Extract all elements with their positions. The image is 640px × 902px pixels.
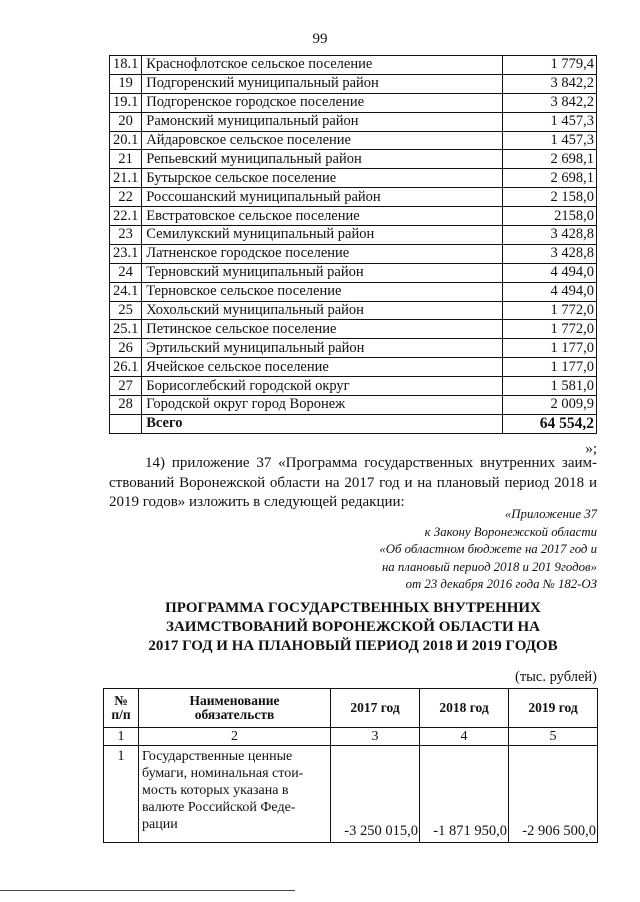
row-name-line: бумаги, номинальная стои-: [142, 766, 304, 781]
row-name: Краснофлотское сельское поселение: [142, 56, 503, 75]
row-num: 19.1: [110, 93, 142, 112]
table-row: [110, 301, 597, 320]
row-num: 22.1: [110, 207, 142, 226]
row-name: Айдаровское сельское поселение: [142, 131, 503, 150]
row-num: 22: [110, 188, 142, 207]
table-row: [110, 263, 597, 282]
row-value: 1 772,0: [503, 320, 597, 339]
row-name: Борисоглебский городской округ: [142, 377, 503, 396]
paragraph-line-3: 2019 годов» изложить в следующей редакции:: [109, 494, 405, 510]
row-value: 3 428,8: [503, 244, 597, 263]
program-title: [109, 599, 597, 656]
row-num: 26.1: [110, 358, 142, 377]
row-num: 28: [110, 396, 142, 415]
row-name-line: рации: [142, 817, 178, 832]
col-number: 1: [104, 728, 139, 746]
row-num: 18.1: [110, 56, 142, 75]
row-num: 21: [110, 150, 142, 169]
table-row: [110, 226, 597, 245]
row-name: Бутырское сельское поселение: [142, 169, 503, 188]
annex-line-2: к Закону Воронежской области: [424, 524, 597, 539]
annex-reference: [300, 506, 597, 594]
row-name: Россошанский муниципальный район: [142, 188, 503, 207]
table-row: [110, 93, 597, 112]
row-name: Рамонский муниципальный район: [142, 112, 503, 131]
total-label: Всего: [142, 414, 503, 433]
row-num: 23.1: [110, 244, 142, 263]
row-num: 24.1: [110, 282, 142, 301]
value-2017: -3 250 015,0: [331, 746, 420, 843]
row-name: Городской округ город Воронеж: [142, 396, 503, 415]
row-value: 3 428,8: [503, 226, 597, 245]
row-value: 4 494,0: [503, 263, 597, 282]
page-number: 99: [312, 31, 328, 47]
row-value: 3 842,2: [503, 93, 597, 112]
table-row: [110, 282, 597, 301]
total-value: 64 554,2: [503, 414, 597, 433]
total-row: [110, 414, 597, 433]
row-name-line: Государственные ценные: [142, 749, 293, 764]
page-bottom-rule: [0, 890, 295, 891]
row-name: Петинское сельское поселение: [142, 320, 503, 339]
row-name: Ячейское сельское поселение: [142, 358, 503, 377]
row-value: 3 842,2: [503, 74, 597, 93]
table-row: [110, 244, 597, 263]
column-number-row: [104, 728, 598, 746]
row-num: 25.1: [110, 320, 142, 339]
table-row: [110, 169, 597, 188]
total-num-cell: [110, 414, 142, 433]
paragraph-line-1: 14) приложение 37 «Программа государственных внутренних заим-: [145, 455, 597, 471]
row-name: Латненское городское поселение: [142, 244, 503, 263]
row-name: Эртильский муниципальный район: [142, 339, 503, 358]
header-num: [104, 689, 139, 728]
row-value: 1 581,0: [503, 377, 597, 396]
header-num-line-1: №: [114, 693, 128, 708]
row-value: 1 177,0: [503, 339, 597, 358]
annex-line-5: от 23 декабря 2016 года № 182-ОЗ: [405, 577, 597, 592]
value-2018: -1 871 950,0: [420, 746, 509, 843]
row-name: Репьевский муниципальный район: [142, 150, 503, 169]
row-name-line: валюте Российской Феде-: [142, 800, 296, 815]
row-value: 1 457,3: [503, 131, 597, 150]
row-num: 19: [110, 74, 142, 93]
header-name-line-2: обязательств: [194, 707, 275, 722]
table-row: [110, 207, 597, 226]
row-value: 2 698,1: [503, 169, 597, 188]
row-value: 2158,0: [503, 207, 597, 226]
row-name: Семилукский муниципальный район: [142, 226, 503, 245]
closing-quote: »;: [585, 441, 597, 457]
row-num: 20: [110, 112, 142, 131]
program-title-line-3: 2017 ГОД И НА ПЛАНОВЫЙ ПЕРИОД 2018 И 2019 ГОДОВ: [148, 638, 558, 654]
header-name: [139, 689, 331, 728]
row-value: 2 009,9: [503, 396, 597, 415]
header-num-line-2: п/п: [111, 707, 131, 722]
borrowing-program-table: [103, 688, 598, 843]
row-name: Терновское сельское поселение: [142, 282, 503, 301]
amendment-paragraph: [109, 454, 597, 513]
header-2018: 2018 год: [420, 689, 509, 728]
row-name: [139, 746, 331, 843]
table-row: [110, 74, 597, 93]
row-name: Хохольский муниципальный район: [142, 301, 503, 320]
header-row: [104, 689, 598, 728]
row-name: Подгоренское городское поселение: [142, 93, 503, 112]
row-num: 20.1: [110, 131, 142, 150]
municipal-table: [109, 55, 597, 434]
table-row: [110, 358, 597, 377]
row-value: 1 457,3: [503, 112, 597, 131]
header-2017: 2017 год: [331, 689, 420, 728]
row-value: 1 772,0: [503, 301, 597, 320]
row-num: 1: [104, 746, 139, 843]
table-row: [110, 112, 597, 131]
table-row: [110, 339, 597, 358]
annex-line-4: на плановый период 2018 и 201 9годов»: [381, 559, 597, 574]
row-num: 26: [110, 339, 142, 358]
row-value: 1 177,0: [503, 358, 597, 377]
row-num: 24: [110, 263, 142, 282]
table-row: [110, 396, 597, 415]
table-row: [110, 377, 597, 396]
annex-line-3: «Об областном бюджете на 2017 год и: [379, 542, 597, 557]
col-number: 3: [331, 728, 420, 746]
row-name: Подгоренский муниципальный район: [142, 74, 503, 93]
table-row: [110, 188, 597, 207]
col-number: 5: [509, 728, 598, 746]
row-name-line: мость которых указана в: [142, 783, 289, 798]
annex-line-1: «Приложение 37: [504, 507, 597, 521]
value-2019: -2 906 500,0: [509, 746, 598, 843]
row-value: 2 698,1: [503, 150, 597, 169]
program-title-line-2: ЗАИМСТВОВАНИЙ ВОРОНЕЖСКОЙ ОБЛАСТИ НА: [166, 619, 540, 635]
row-name: Терновский муниципальный район: [142, 263, 503, 282]
row-num: 21.1: [110, 169, 142, 188]
program-title-line-1: ПРОГРАММА ГОСУДАРСТВЕННЫХ ВНУТРЕННИХ: [165, 600, 541, 616]
row-value: 4 494,0: [503, 282, 597, 301]
table-row: [110, 56, 597, 75]
row-num: 23: [110, 226, 142, 245]
table-row: [110, 320, 597, 339]
paragraph-line-2: ствований Воронежской области на 2017 год и на плановый период 2018 и: [109, 474, 597, 491]
row-value: 2 158,0: [503, 188, 597, 207]
col-number: 2: [139, 728, 331, 746]
header-name-line-1: Наименование: [189, 693, 280, 708]
row-num: 25: [110, 301, 142, 320]
col-number: 4: [420, 728, 509, 746]
table-row: [110, 131, 597, 150]
table-row: [110, 150, 597, 169]
row-num: 27: [110, 377, 142, 396]
table-row: [104, 746, 598, 843]
units-label: (тыс. рублей): [515, 669, 597, 685]
row-name: Евстратовское сельское поселение: [142, 207, 503, 226]
header-2019: 2019 год: [509, 689, 598, 728]
row-value: 1 779,4: [503, 56, 597, 75]
